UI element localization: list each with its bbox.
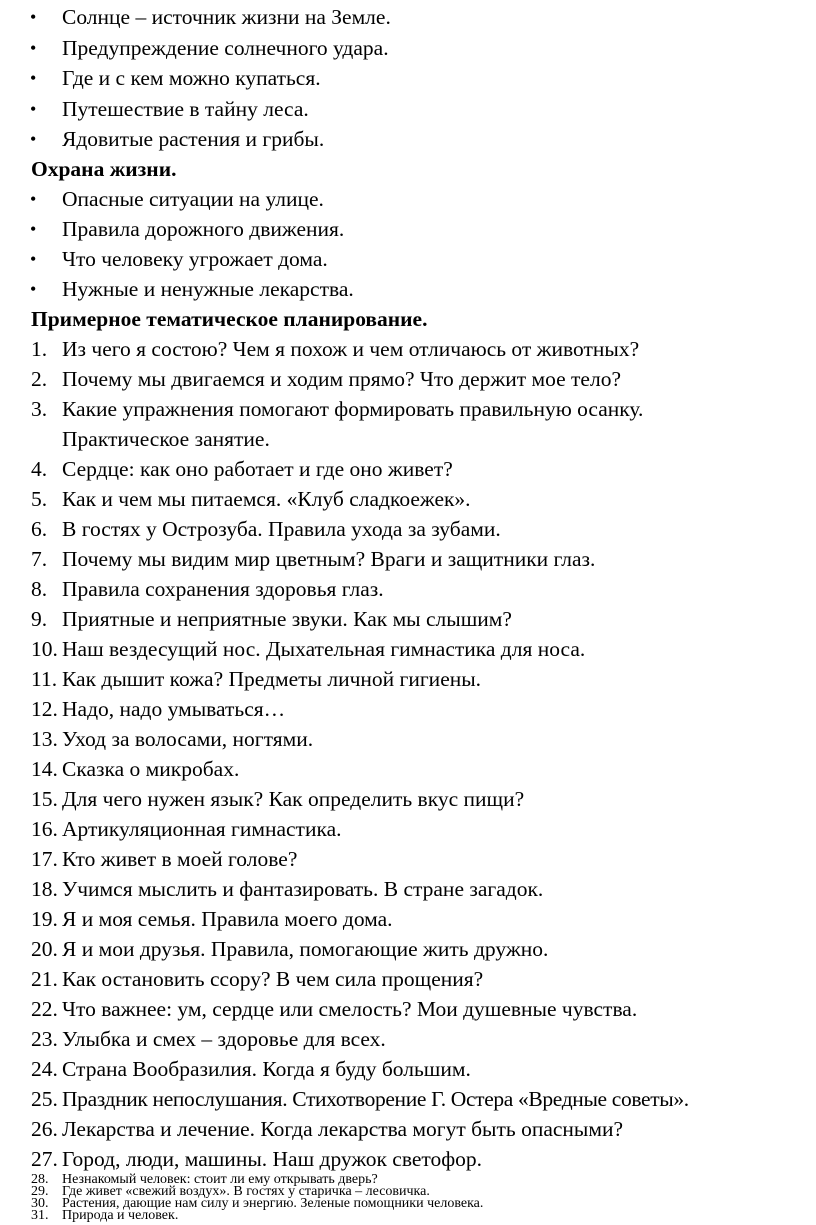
plan-item-number: 9. [31, 607, 48, 631]
plan-item-number: 4. [31, 457, 48, 481]
plan-item-text: Растения, дающие нам силу и энергию. Зеленые помощники человека. [62, 1196, 484, 1211]
plan-item-number: 10. [31, 637, 58, 661]
plan-item-text: Сказка о микробах. [62, 757, 240, 781]
plan-item-text: Сердце: как оно работает и где оно живет? [62, 457, 453, 481]
plan-item-text: Наш вездесущий нос. Дыхательная гимнастика для носа. [62, 637, 586, 661]
plan-item-text: Я и мои друзья. Правила, помогающие жить дружно. [62, 937, 549, 961]
bullet-icon: • [30, 249, 37, 269]
plan-item-text: Незнакомый человек: стоит ли ему открывать дверь? [62, 1172, 378, 1187]
plan-item-text: Где живет «свежий воздух». В гостях у старичка – лесовичка. [62, 1184, 430, 1199]
plan-item-number: 20. [31, 937, 58, 961]
plan-item-text: Как остановить ссору? В чем сила прощения? [62, 967, 484, 991]
plan-item-number: 7. [31, 547, 48, 571]
plan-item-text: Какие упражнения помогают формировать правильную осанку. [62, 397, 644, 421]
plan-item-text: Почему мы видим мир цветным? Враги и защитники глаз. [62, 547, 596, 571]
plan-item-number: 6. [31, 517, 48, 541]
plan-item-text: Приятные и неприятные звуки. Как мы слышим? [62, 607, 512, 631]
list-item-text: Опасные ситуации на улице. [62, 187, 324, 211]
plan-item-number: 18. [31, 877, 58, 901]
plan-item-text: Я и моя семья. Правила моего дома. [62, 907, 393, 931]
plan-item-number: 2. [31, 367, 48, 391]
plan-item-number: 15. [31, 787, 58, 811]
list-item-text: Правила дорожного движения. [62, 217, 345, 241]
plan-item-text: Город, люди, машины. Наш дружок светофор. [62, 1147, 483, 1171]
plan-item-number: 28. [31, 1172, 49, 1187]
plan-item-text: Правила сохранения здоровья глаз. [62, 577, 384, 601]
section-heading-plan: Примерное тематическое планирование. [31, 307, 428, 331]
plan-item-number: 8. [31, 577, 48, 601]
plan-item-text: Надо, надо умываться… [62, 697, 286, 721]
bullet-icon: • [30, 38, 37, 58]
bullet-icon: • [30, 68, 37, 88]
plan-item-number: 21. [31, 967, 58, 991]
plan-item-number: 17. [31, 847, 58, 871]
plan-item-text: Для чего нужен язык? Как определить вкус пищи? [62, 787, 525, 811]
plan-item-text: Из чего я состою? Чем я похож и чем отличаюсь от животных? [62, 337, 640, 361]
plan-item-text: Что важнее: ум, сердце или смелость? Мои душевные чувства. [62, 997, 638, 1021]
plan-item-number: 24. [31, 1057, 58, 1081]
plan-item-number: 30. [31, 1196, 49, 1211]
plan-item-number: 23. [31, 1027, 58, 1051]
plan-item-text: В гостях у Острозуба. Правила ухода за зубами. [62, 517, 501, 541]
plan-item-text: Кто живет в моей голове? [62, 847, 298, 871]
list-item-text: Нужные и ненужные лекарства. [62, 277, 354, 301]
plan-item-number: 19. [31, 907, 58, 931]
plan-item-text: Как и чем мы питаемся. «Клуб сладкоежек». [62, 487, 471, 511]
list-item-text: Путешествие в тайну леса. [62, 97, 309, 121]
plan-item-number: 14. [31, 757, 58, 781]
plan-item-text: Природа и человек. [62, 1208, 179, 1223]
plan-item-number: 12. [31, 697, 58, 721]
list-item-text: Что человеку угрожает дома. [62, 247, 328, 271]
bullet-icon: • [30, 189, 37, 209]
plan-item-number: 22. [31, 997, 58, 1021]
plan-item-number: 27. [31, 1147, 58, 1171]
plan-item-text: Улыбка и смех – здоровье для всех. [62, 1027, 386, 1051]
bullet-icon: • [30, 219, 37, 239]
plan-item-text: Как дышит кожа? Предметы личной гигиены. [62, 667, 482, 691]
plan-item-text: Практическое занятие. [62, 427, 270, 451]
plan-item-number: 26. [31, 1117, 58, 1141]
bullet-icon: • [30, 129, 37, 149]
plan-item-number: 25. [31, 1087, 58, 1111]
bullet-icon: • [30, 99, 37, 119]
plan-item-text: Уход за волосами, ногтями. [62, 727, 314, 751]
plan-item-text: Праздник непослушания. Стихотворение Г. Остера «Вредные советы». [62, 1087, 689, 1111]
section-heading-safety: Охрана жизни. [31, 157, 177, 181]
plan-item-number: 11. [31, 667, 58, 691]
plan-item-number: 29. [31, 1184, 49, 1199]
plan-item-text: Лекарства и лечение. Когда лекарства могут быть опасными? [62, 1117, 624, 1141]
plan-item-number: 5. [31, 487, 48, 511]
plan-item-number: 16. [31, 817, 58, 841]
plan-item-number: 13. [31, 727, 58, 751]
list-item-text: Солнце – источник жизни на Земле. [62, 5, 391, 29]
plan-item-number: 3. [31, 397, 48, 421]
list-item-text: Предупреждение солнечного удара. [62, 36, 389, 60]
list-item-text: Ядовитые растения и грибы. [62, 127, 325, 151]
plan-item-number: 1. [31, 337, 48, 361]
bullet-icon: • [30, 279, 37, 299]
list-item-text: Где и с кем можно купаться. [62, 66, 321, 90]
plan-item-text: Учимся мыслить и фантазировать. В стране загадок. [62, 877, 544, 901]
bullet-icon: • [30, 7, 37, 27]
plan-item-text: Страна Вообразилия. Когда я буду большим. [62, 1057, 471, 1081]
plan-item-text: Артикуляционная гимнастика. [62, 817, 342, 841]
plan-item-number: 31. [31, 1208, 49, 1223]
plan-item-text: Почему мы двигаемся и ходим прямо? Что держит мое тело? [62, 367, 621, 391]
